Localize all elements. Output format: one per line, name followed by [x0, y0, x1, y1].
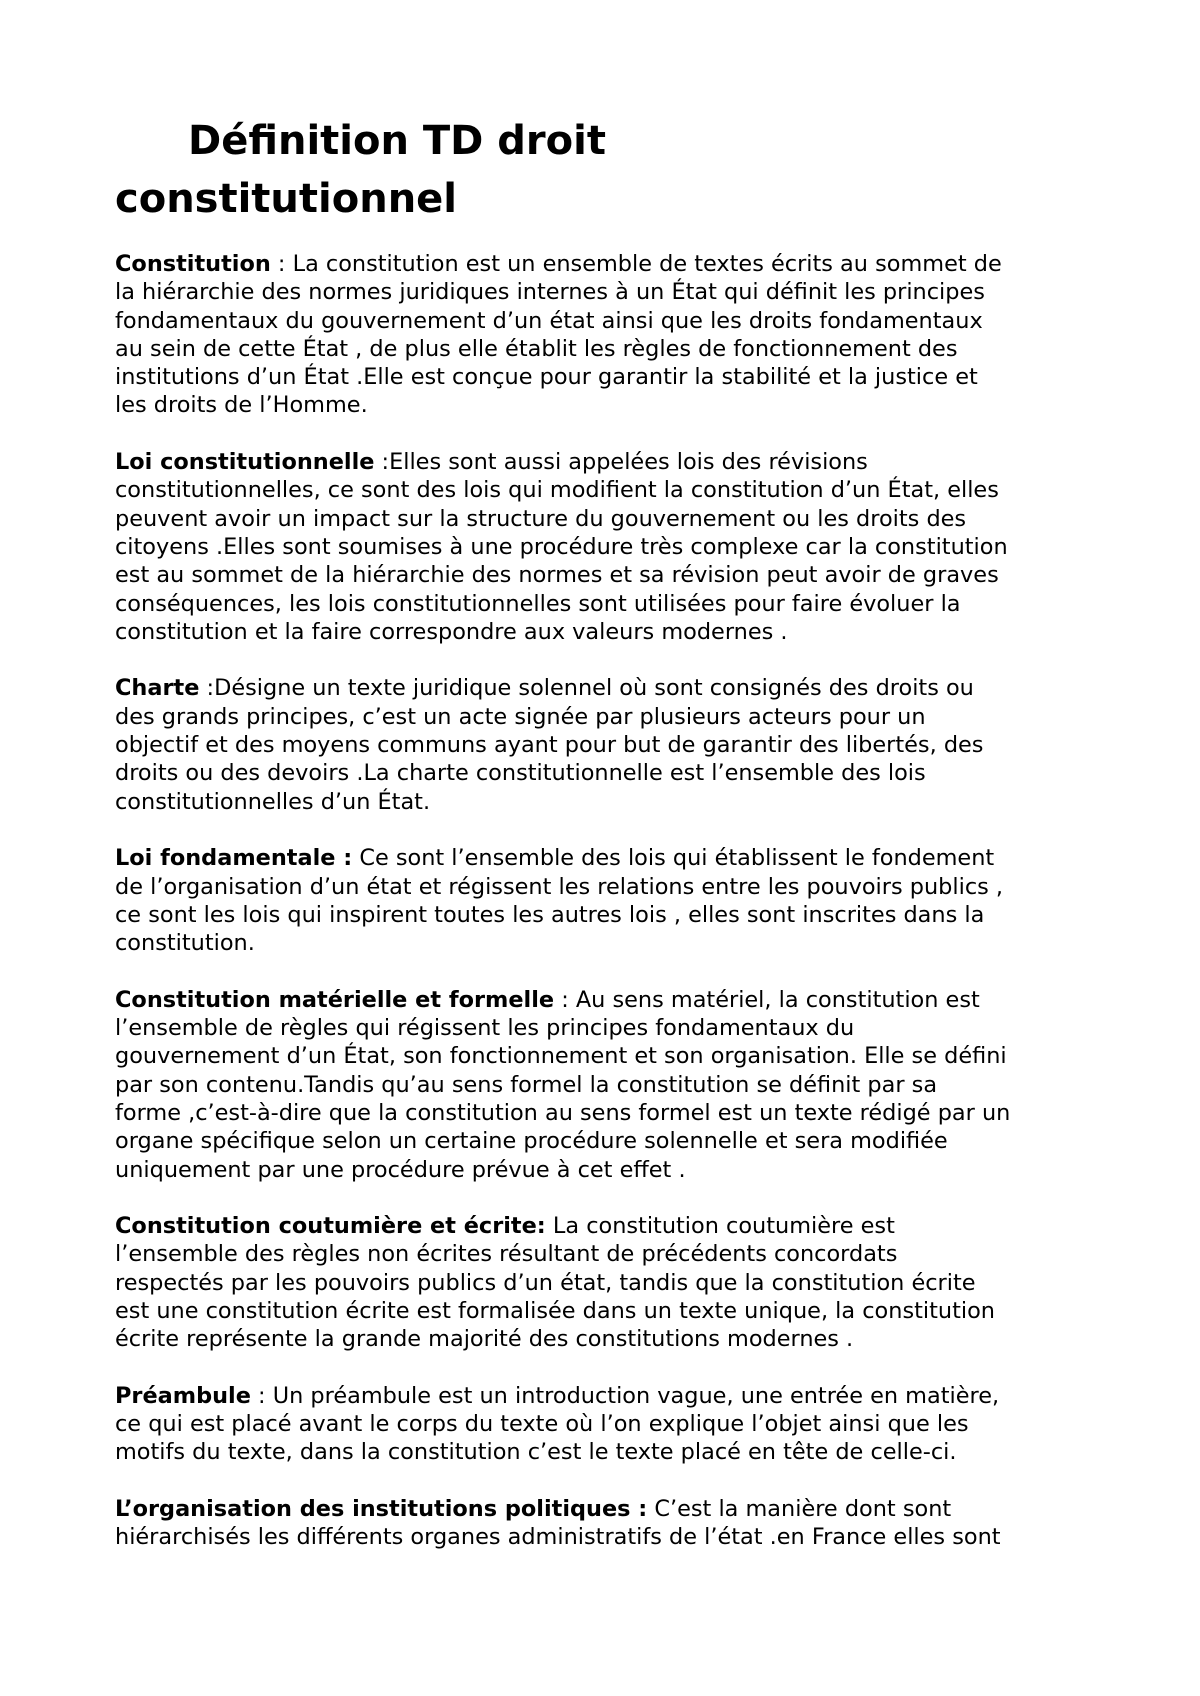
definition-entry: [115, 250, 1115, 420]
definition-line: la hiérarchie des normes juridiques internes à un État qui définit les principes: [115, 279, 985, 306]
definition-line: droits ou des devoirs .La charte constitutionnelle est l’ensemble des lois: [115, 760, 926, 787]
definition-term: Constitution: [115, 251, 271, 277]
title-line-2: constitutionnel: [115, 176, 458, 222]
definition-text: : Un préambule est un introduction vague, une entrée en matière,: [250, 1382, 1000, 1409]
title-line-1: Définition TD droit: [188, 118, 606, 164]
definition-term: Charte: [115, 675, 200, 702]
definition-term: Constitution coutumière et écrite:: [115, 1213, 546, 1240]
definition-line: [115, 674, 1115, 702]
definition-term: Loi fondamentale :: [115, 845, 353, 872]
definition-line: [115, 250, 1115, 278]
definition-text: La constitution coutumière est: [545, 1213, 895, 1240]
definition-line: conséquences, les lois constitutionnelles sont utilisées pour faire évoluer la: [115, 590, 961, 617]
definition-entry: [115, 674, 1115, 815]
definition-line: [115, 1382, 1115, 1410]
definition-line: objectif et des moyens communs ayant pour but de garantir des libertés, des: [115, 732, 984, 759]
definition-entry: [115, 1495, 1115, 1552]
definition-text: : Au sens matériel, la constitution est: [554, 986, 980, 1013]
definition-line: est une constitution écrite est formalisée dans un texte unique, la constitution: [115, 1297, 995, 1324]
definition-text: :Désigne un texte juridique solennel où sont consignés des droits ou: [199, 675, 974, 702]
definition-line: uniquement par une procédure prévue à cet effet .: [115, 1156, 686, 1183]
definition-line: ce sont les lois qui inspirent toutes les autres lois , elles sont inscrites dans la: [115, 901, 985, 928]
definition-line: l’ensemble de règles qui régissent les principes fondamentaux du: [115, 1015, 855, 1042]
definition-text: Ce sont l’ensemble des lois qui établissent le fondement: [352, 845, 995, 872]
definition-line: [115, 844, 1115, 872]
definition-line: les droits de l’Homme.: [115, 392, 368, 419]
definition-line: est au sommet de la hiérarchie des normes et sa révision peut avoir de graves: [115, 562, 999, 589]
document-title: [115, 112, 1115, 228]
definitions-list: [115, 250, 1115, 1552]
definition-line: constitutionnelles, ce sont des lois qui modifient la constitution d’un État, elles: [115, 477, 999, 504]
definition-term: Loi constitutionnelle: [115, 449, 375, 476]
definition-line: hiérarchisés les différents organes administratifs de l’état .en France elles sont: [115, 1524, 1001, 1551]
definition-line: organe spécifique selon un certaine procédure solennelle et sera modifiée: [115, 1128, 948, 1155]
definition-line: [115, 986, 1115, 1014]
definition-term: L’organisation des institutions politiques :: [115, 1496, 648, 1523]
definition-line: de l’organisation d’un état et régissent les relations entre les pouvoirs publics ,: [115, 873, 1004, 900]
definition-line: l’ensemble des règles non écrites résultant de précédents concordats: [115, 1241, 898, 1268]
definition-term: Constitution matérielle et formelle: [115, 986, 555, 1013]
definition-entry: [115, 1382, 1115, 1467]
definition-line: citoyens .Elles sont soumises à une procédure très complexe car la constitution: [115, 533, 1008, 560]
document-page: [115, 112, 1115, 1580]
definition-line: constitution et la faire correspondre aux valeurs modernes .: [115, 618, 788, 645]
definition-line: respectés par les pouvoirs publics d’un état, tandis que la constitution écrite: [115, 1269, 976, 1296]
definition-text: : La constitution est un ensemble de textes écrits au sommet de: [270, 251, 1002, 277]
definition-line: par son contenu.Tandis qu’au sens formel la constitution se définit par sa: [115, 1071, 938, 1098]
definition-line: écrite représente la grande majorité des constitutions modernes .: [115, 1326, 854, 1353]
definition-line: gouvernement d’un État, son fonctionnement et son organisation. Elle se défini: [115, 1043, 1007, 1070]
definition-entry: [115, 986, 1115, 1184]
definition-line: au sein de cette État , de plus elle établit les règles de fonctionnement des: [115, 335, 958, 362]
definition-line: [115, 448, 1115, 476]
definition-line: constitution.: [115, 930, 255, 957]
definition-line: peuvent avoir un impact sur la structure du gouvernement ou les droits des: [115, 505, 967, 532]
definition-line: fondamentaux du gouvernement d’un état ainsi que les droits fondamentaux: [115, 307, 983, 334]
definition-entry: [115, 448, 1115, 646]
definition-line: ce qui est placé avant le corps du texte où l’on explique l’objet ainsi que les: [115, 1411, 969, 1438]
definition-text: :Elles sont aussi appelées lois des révisions: [374, 449, 868, 476]
definition-line: motifs du texte, dans la constitution c’est le texte placé en tête de celle-ci.: [115, 1439, 957, 1466]
definition-text: C’est la manière dont sont: [647, 1496, 952, 1523]
definition-line: des grands principes, c’est un acte signée par plusieurs acteurs pour un: [115, 703, 926, 730]
definition-line: [115, 1212, 1115, 1240]
definition-line: institutions d’un État .Elle est conçue pour garantir la stabilité et la justice et: [115, 364, 978, 391]
definition-term: Préambule: [115, 1382, 251, 1409]
definition-entry: [115, 844, 1115, 957]
definition-line: forme ,c’est-à-dire que la constitution au sens formel est un texte rédigé par un: [115, 1099, 1011, 1126]
definition-line: [115, 1495, 1115, 1523]
definition-entry: [115, 1212, 1115, 1353]
definition-line: constitutionnelles d’un État.: [115, 788, 431, 815]
